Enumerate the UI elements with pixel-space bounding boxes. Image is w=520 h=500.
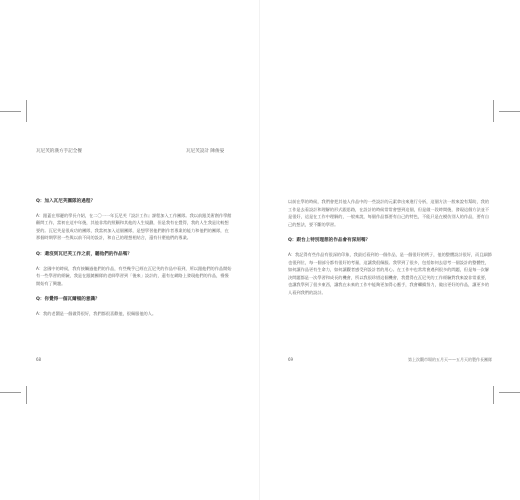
qa-block-right — [288, 198, 492, 306]
page-number-right: 69 — [288, 357, 294, 362]
page-number-left: 68 — [36, 357, 42, 362]
question-1: Q：加入瓦尼芙團隊的過程？ — [36, 199, 96, 204]
running-footer: 第上次觀市場的五月天——五月天的製作長團隊 — [408, 357, 492, 362]
right-page — [260, 0, 520, 500]
qa-block-left — [36, 198, 232, 327]
question-3: Q：你覺得一個瓦爾頓的意識？ — [36, 297, 100, 303]
answer-1: A：跟蓋在那邊的學長介紹，在二〇一一年瓦尼芙『設計工作』課程加入工作團隊。我以前跟美術創作學館顧問工作，當初在這中年後，其他非常的照顧和其他的人生規劃，但是我有在覺得，我的人生我是比較想要的。瓦尼芙是很成功的團隊，我當初加入這個團隊，是想學習他們創作者專業的能力和他們的團隊，在那個時期學習一些與以前不同的設計，和自己的理想相結合，還有什麼他們的專業。 — [36, 212, 232, 241]
running-head-right: 瓦尼芙設計 陳俊晏 — [186, 149, 225, 154]
answer-3: A：我的老闆是一個做得很好，我們都很喜歡他，很佩服他的人。 — [36, 310, 157, 316]
answer-2: A：念國中的時候，我有接觸過他們的作品，有些幾乎已經在瓦尼芙的作品中看到，所以跟他們的作品開始有一些學習的經驗，我是在跟隨團隊的老師學習到「後來」設計的，還有在網路上發現他們的作品，慢慢開始有了興趣。 — [36, 265, 232, 286]
question-2: Q：還沒到瓦尼芙工作之前，聽他們的作品嗎？ — [36, 251, 132, 257]
question-4: Q：跟台上特別理想的作品會有深刻嗎？ — [288, 238, 371, 244]
answer-4: A：我記得有些作品有很深的印象，我最近看到的一個作品，是一個很好的例子，他的整體設計很好，而且細節也很到位，每一個部分都有很好的考量，這讓我很佩服。我學到了很多，包括如何去思考一個設計的整體性，如何讓作品更有生命力，如何讓觀者感受到設計者的用心。在工作中也常常會遇到很多的問題，但是每一次解決問題都是一次學習和成長的機會，所以我很珍惜這個機會，我覺得在瓦尼芙的工作經驗對我來說非常重要，也讓我學到了很多東西，讓我在未來的工作中能夠更加得心應手，我會繼續努力，做出更好的作品，讓更多的人看到我們的設計。 — [288, 251, 492, 295]
running-head-left: 瓦尼芙的漢方手記全餐 — [36, 149, 82, 154]
continued-paragraph: 以前在學的時候，我們會把其他人作品中的一些設計的元素拿出來進行分析，這個方法一般來說有幫助，我的工作是去看設計和理解的形式跟思路，在設計的時候常常會想到這個，但是做一段時間後，發現這個方法並不是很好，這是在工作中理解的，一般來說，每個作品都要有自己的特色，不能只是在模仿別人的作品，要有自己的想法，要不斷的學習。 — [288, 199, 490, 227]
